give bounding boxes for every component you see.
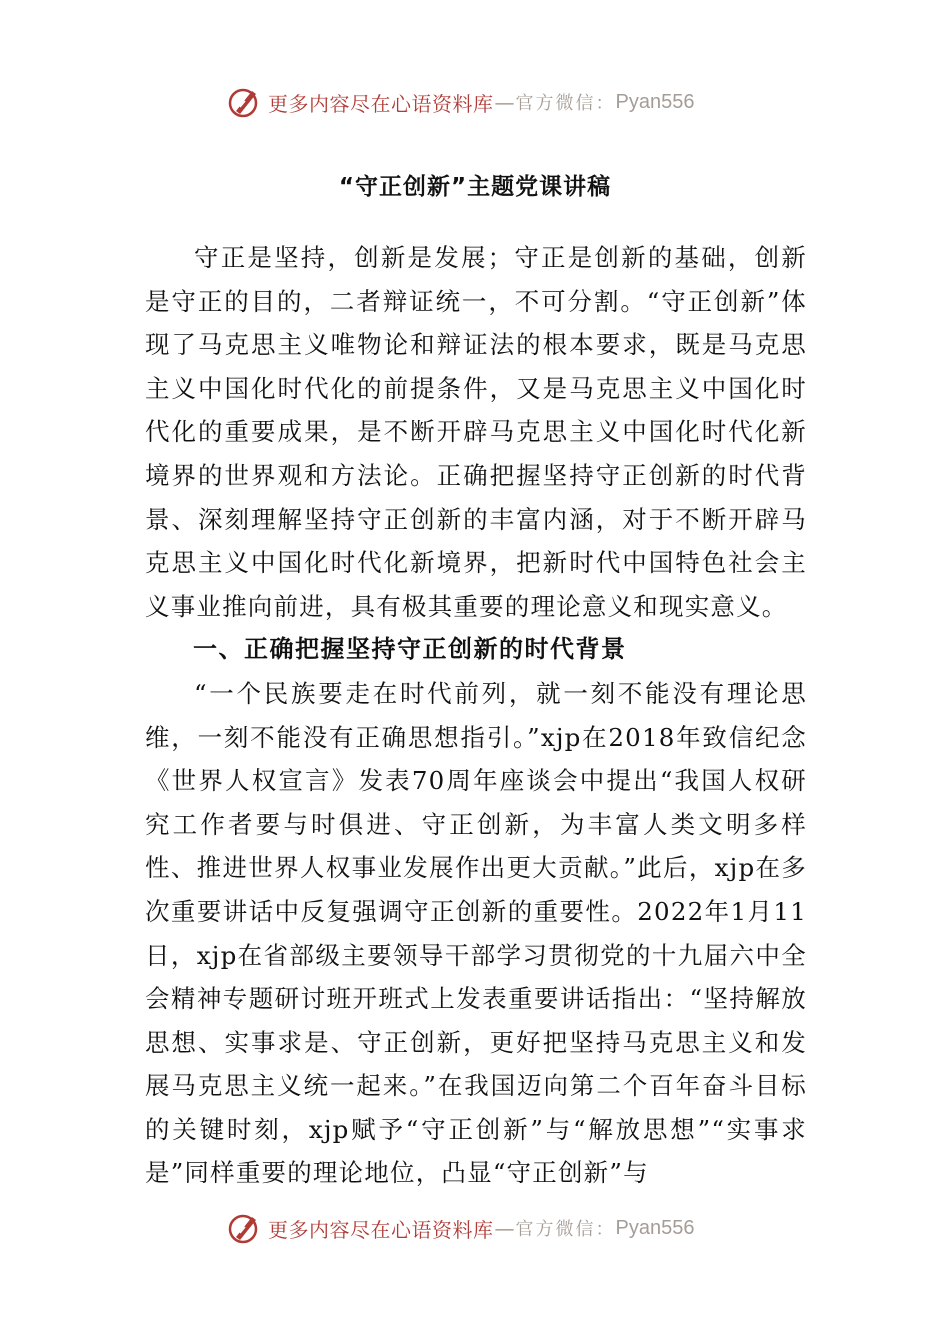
footer-banner [228, 1208, 694, 1248]
intro-paragraph: 守正是坚持，创新是发展；守正是创新的基础，创新是守正的目的，二者辩证统一，不可分割。“守正创新”体现了马克思主义唯物论和辩证法的根本要求，既是马克思主义中国化时代化的前提条件，又是马克思主义中国化时代化的重要成果，是不断开辟马克思主义中国化时代化新境界的世界观和方法论。正确把握坚持守正创新的时代背景、深刻理解坚持守正创新的丰富内涵，对于不断开辟马克思主义中国化时代化新境界，把新时代中国特色社会主义事业推向前进，具有极其重要的理论意义和现实意义。 [145, 243, 807, 621]
banner-dash: — [494, 90, 515, 114]
header-banner [228, 82, 694, 122]
banner-wechat-id: Pyan556 [615, 90, 695, 113]
section-heading-1: 一、正确把握坚持守正创新的时代背景 [193, 635, 627, 664]
pen-nib-circle-icon [228, 85, 262, 119]
document-body [145, 236, 807, 1195]
banner-official-label: 官方微信： [515, 93, 616, 114]
banner-official-label: 官方微信： [515, 1219, 616, 1240]
banner-site-name: 更多内容尽在心语资料库 [268, 91, 494, 116]
banner-site-name: 更多内容尽在心语资料库 [268, 1217, 494, 1242]
section-1-paragraph: “一个民族要走在时代前列，就一刻不能没有理论思维，一刻不能没有正确思想指引。”xjp在2018年致信纪念《世界人权宣言》发表70周年座谈会中提出“我国人权研究工作者要与时俱进、守正创新，为丰富人类文明多样性、推进世界人权事业发展作出更大贡献。”此后，xjp在多次重要讲话中反复强调守正创新的重要性。2022年1月11日，xjp在省部级主要领导干部学习贯彻党的十九届六中全会精神专题研讨班开班式上发表重要讲话指出：“坚持解放思想、实事求是、守正创新，更好把坚持马克思主义和发展马克思主义统一起来。”在我国迈向第二个百年奋斗目标的关键时刻，xjp赋予“守正创新”与“解放思想”“实事求是”同样重要的理论地位，凸显“守正创新”与 [145, 678, 807, 1188]
pen-nib-circle-icon [228, 1211, 262, 1245]
banner-wechat-id: Pyan556 [615, 1216, 695, 1239]
document-title: “守正创新”主题党课讲稿 [338, 174, 612, 200]
banner-dash: — [494, 1216, 515, 1240]
